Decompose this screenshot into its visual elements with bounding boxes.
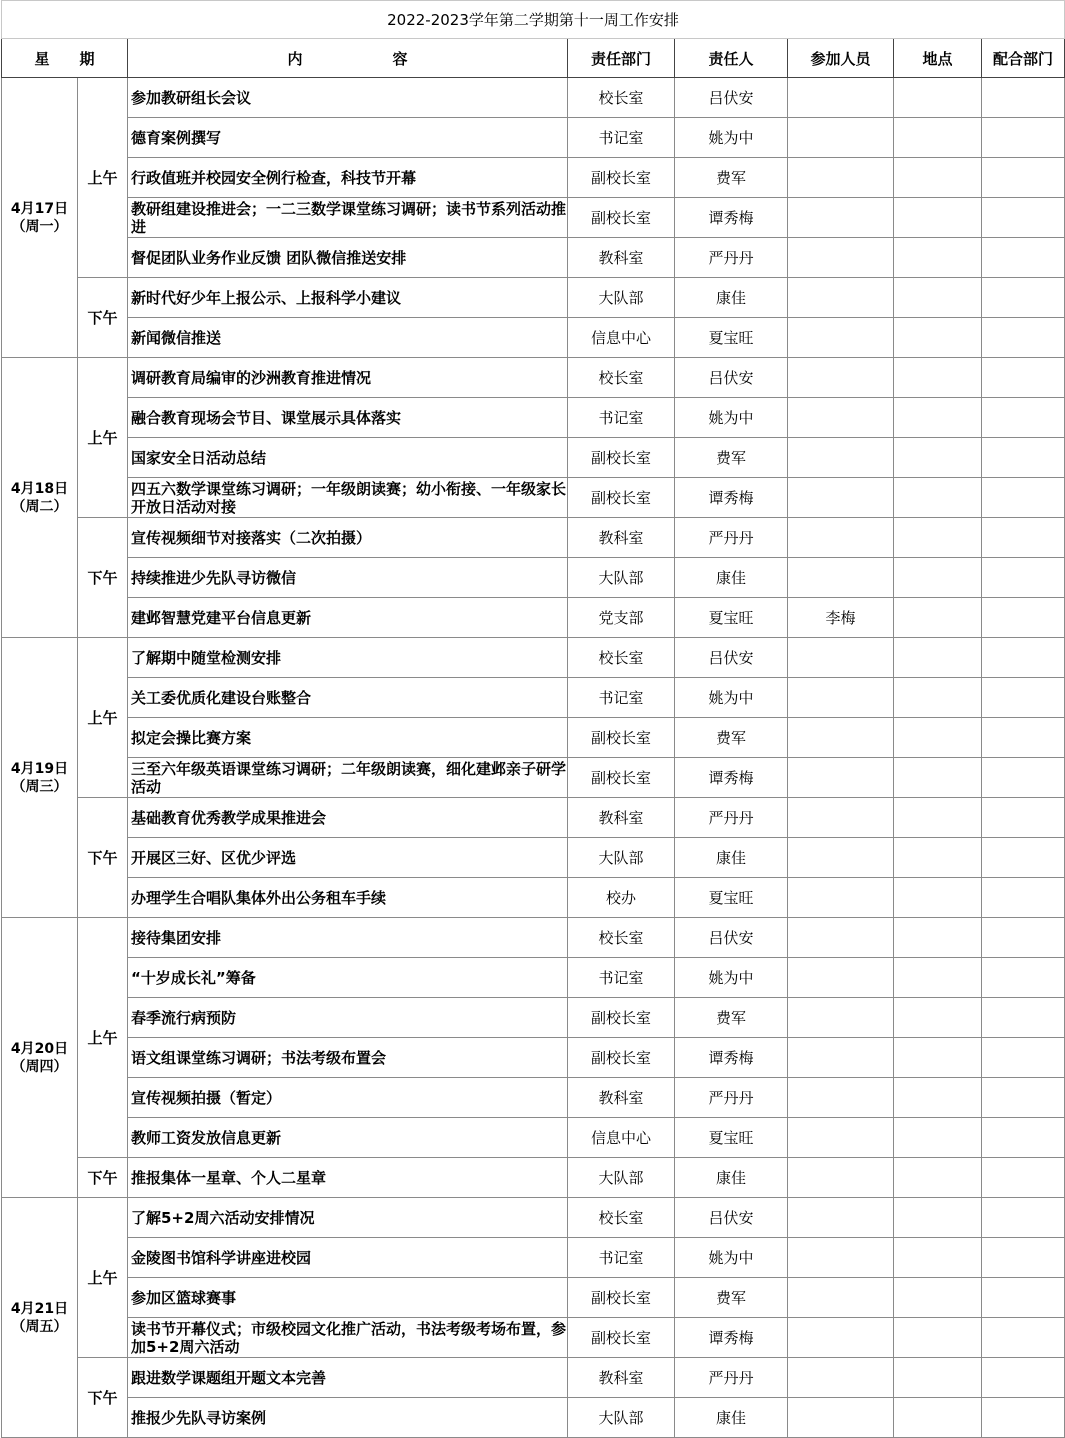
table-row	[2, 678, 1065, 718]
responsible-dept: 教科室	[568, 798, 675, 838]
cooperating-dept	[982, 398, 1065, 438]
responsible-dept: 校长室	[568, 358, 675, 398]
cooperating-dept	[982, 1238, 1065, 1278]
participants	[788, 158, 894, 198]
responsible-dept: 教科室	[568, 238, 675, 278]
table-row	[2, 518, 1065, 558]
task-content: 新闻微信推送	[128, 318, 568, 358]
table-row	[2, 358, 1065, 398]
table-row	[2, 318, 1065, 358]
responsible-dept: 副校长室	[568, 198, 675, 238]
day-weekday: （周四）	[11, 1058, 68, 1075]
location	[894, 358, 982, 398]
responsible-person: 姚为中	[675, 118, 788, 158]
task-content: 教师工资发放信息更新	[128, 1118, 568, 1158]
participants	[788, 1158, 894, 1198]
participants	[788, 998, 894, 1038]
responsible-person: 吕伏安	[675, 358, 788, 398]
responsible-person: 夏宝旺	[675, 878, 788, 918]
cooperating-dept	[982, 598, 1065, 638]
cooperating-dept	[982, 478, 1065, 518]
responsible-dept: 书记室	[568, 398, 675, 438]
responsible-person: 谭秀梅	[675, 1038, 788, 1078]
location	[894, 318, 982, 358]
task-content: 四五六数学课堂练习调研；一年级朗读赛；幼小衔接、一年级家长开放日活动对接	[128, 478, 568, 518]
location	[894, 1078, 982, 1118]
task-content: 宣传视频拍摄（暂定）	[128, 1078, 568, 1118]
responsible-person: 夏宝旺	[675, 598, 788, 638]
task-content: 宣传视频细节对接落实（二次拍摄）	[128, 518, 568, 558]
task-content: 建邺智慧党建平台信息更新	[128, 598, 568, 638]
responsible-person: 吕伏安	[675, 1198, 788, 1238]
participants	[788, 1078, 894, 1118]
half-day-label: 下午	[78, 518, 128, 638]
responsible-dept: 大队部	[568, 1158, 675, 1198]
cooperating-dept	[982, 158, 1065, 198]
responsible-dept: 教科室	[568, 518, 675, 558]
participants	[788, 678, 894, 718]
table-row	[2, 1278, 1065, 1318]
responsible-person: 费军	[675, 158, 788, 198]
location	[894, 998, 982, 1038]
cooperating-dept	[982, 1198, 1065, 1238]
cooperating-dept	[982, 1398, 1065, 1438]
cooperating-dept	[982, 318, 1065, 358]
cooperating-dept	[982, 1278, 1065, 1318]
task-content: 新时代好少年上报公示、上报科学小建议	[128, 278, 568, 318]
table-row	[2, 878, 1065, 918]
responsible-person: 姚为中	[675, 678, 788, 718]
participants	[788, 798, 894, 838]
location	[894, 678, 982, 718]
task-content: 了解期中随堂检测安排	[128, 638, 568, 678]
responsible-person: 费军	[675, 1278, 788, 1318]
participants	[788, 1358, 894, 1398]
task-content: 行政值班并校园安全例行检查，科技节开幕	[128, 158, 568, 198]
participants	[788, 878, 894, 918]
task-content: 融合教育现场会节目、课堂展示具体落实	[128, 398, 568, 438]
responsible-dept: 书记室	[568, 118, 675, 158]
responsible-dept: 副校长室	[568, 998, 675, 1038]
header-dept: 责任部门	[568, 39, 675, 78]
table-row	[2, 1238, 1065, 1278]
location	[894, 1358, 982, 1398]
location	[894, 598, 982, 638]
responsible-dept: 校长室	[568, 918, 675, 958]
half-day-label: 下午	[78, 278, 128, 358]
table-row	[2, 278, 1065, 318]
task-content: 德育案例撰写	[128, 118, 568, 158]
table-row	[2, 438, 1065, 478]
cooperating-dept	[982, 998, 1065, 1038]
task-content: 推报集体一星章、个人二星章	[128, 1158, 568, 1198]
cooperating-dept	[982, 878, 1065, 918]
cooperating-dept	[982, 758, 1065, 798]
day-date: 4月21日	[10, 1300, 69, 1317]
responsible-person: 康佳	[675, 1398, 788, 1438]
task-content: 参加区篮球赛事	[128, 1278, 568, 1318]
task-content: 接待集团安排	[128, 918, 568, 958]
participants	[788, 438, 894, 478]
participants	[788, 318, 894, 358]
header-participants: 参加人员	[788, 39, 894, 78]
responsible-person: 严丹丹	[675, 798, 788, 838]
responsible-person: 费军	[675, 998, 788, 1038]
table-row	[2, 838, 1065, 878]
responsible-person: 谭秀梅	[675, 198, 788, 238]
participants	[788, 1398, 894, 1438]
responsible-person: 姚为中	[675, 1238, 788, 1278]
header-location: 地点	[894, 39, 982, 78]
responsible-person: 康佳	[675, 278, 788, 318]
cooperating-dept	[982, 958, 1065, 998]
task-content: 督促团队业务作业反馈 团队微信推送安排	[128, 238, 568, 278]
table-row	[2, 998, 1065, 1038]
task-content: 关工委优质化建设台账整合	[128, 678, 568, 718]
responsible-dept: 副校长室	[568, 1318, 675, 1358]
sheet-title: 2022-2023学年第二学期第十一周工作安排	[2, 1, 1065, 39]
table-row	[2, 198, 1065, 238]
participants	[788, 758, 894, 798]
header-content: 内 容	[128, 39, 568, 78]
participants	[788, 198, 894, 238]
location	[894, 198, 982, 238]
task-content: 开展区三好、区优少评选	[128, 838, 568, 878]
responsible-person: 康佳	[675, 838, 788, 878]
cooperating-dept	[982, 558, 1065, 598]
task-content: 读书节开幕仪式；市级校园文化推广活动，书法考级考场布置，参加5+2周六活动	[128, 1318, 568, 1358]
responsible-person: 严丹丹	[675, 238, 788, 278]
responsible-dept: 教科室	[568, 1078, 675, 1118]
responsible-person: 谭秀梅	[675, 758, 788, 798]
location	[894, 478, 982, 518]
task-content: 金陵图书馆科学讲座进校园	[128, 1238, 568, 1278]
task-content: 三至六年级英语课堂练习调研；二年级朗读赛，细化建邺亲子研学活动	[128, 758, 568, 798]
table-row	[2, 478, 1065, 518]
table-row	[2, 1358, 1065, 1398]
table-row	[2, 78, 1065, 118]
participants	[788, 238, 894, 278]
cooperating-dept	[982, 198, 1065, 238]
cooperating-dept	[982, 238, 1065, 278]
responsible-dept: 书记室	[568, 678, 675, 718]
header-row	[2, 39, 1065, 78]
responsible-person: 吕伏安	[675, 78, 788, 118]
location	[894, 798, 982, 838]
table-row	[2, 718, 1065, 758]
cooperating-dept	[982, 798, 1065, 838]
task-content: 拟定会操比赛方案	[128, 718, 568, 758]
location	[894, 558, 982, 598]
participants	[788, 278, 894, 318]
cooperating-dept	[982, 1318, 1065, 1358]
responsible-person: 谭秀梅	[675, 478, 788, 518]
location	[894, 918, 982, 958]
day-cell	[2, 358, 78, 638]
location	[894, 718, 982, 758]
day-cell	[2, 78, 78, 358]
location	[894, 238, 982, 278]
participants	[788, 1318, 894, 1358]
task-content: 国家安全日活动总结	[128, 438, 568, 478]
half-day-label: 下午	[78, 1358, 128, 1438]
participants	[788, 1118, 894, 1158]
task-content: 推报少先队寻访案例	[128, 1398, 568, 1438]
table-row	[2, 638, 1065, 678]
half-day-label: 下午	[78, 798, 128, 918]
day-date: 4月20日	[10, 1040, 69, 1057]
half-day-label: 上午	[78, 1198, 128, 1358]
responsible-person: 康佳	[675, 1158, 788, 1198]
cooperating-dept	[982, 278, 1065, 318]
cooperating-dept	[982, 1158, 1065, 1198]
location	[894, 518, 982, 558]
responsible-person: 严丹丹	[675, 1078, 788, 1118]
responsible-dept: 校长室	[568, 78, 675, 118]
table-row	[2, 1078, 1065, 1118]
table-row	[2, 118, 1065, 158]
location	[894, 958, 982, 998]
participants	[788, 558, 894, 598]
responsible-dept: 校长室	[568, 638, 675, 678]
participants	[788, 358, 894, 398]
cooperating-dept	[982, 638, 1065, 678]
participants	[788, 398, 894, 438]
half-day-label: 上午	[78, 638, 128, 798]
day-weekday: （周一）	[11, 218, 68, 235]
participants	[788, 118, 894, 158]
participants	[788, 1278, 894, 1318]
responsible-dept: 校长室	[568, 1198, 675, 1238]
day-date: 4月19日	[10, 760, 69, 777]
location	[894, 278, 982, 318]
cooperating-dept	[982, 1118, 1065, 1158]
participants	[788, 1038, 894, 1078]
responsible-person: 夏宝旺	[675, 318, 788, 358]
table-row	[2, 558, 1065, 598]
cooperating-dept	[982, 1038, 1065, 1078]
location	[894, 758, 982, 798]
task-content: 了解5+2周六活动安排情况	[128, 1198, 568, 1238]
responsible-person: 吕伏安	[675, 638, 788, 678]
location	[894, 158, 982, 198]
day-cell	[2, 918, 78, 1198]
task-content: 参加教研组长会议	[128, 78, 568, 118]
table-row	[2, 238, 1065, 278]
cooperating-dept	[982, 358, 1065, 398]
table-row	[2, 1118, 1065, 1158]
participants	[788, 1198, 894, 1238]
responsible-person: 费军	[675, 438, 788, 478]
task-content: 语文组课堂练习调研；书法考级布置会	[128, 1038, 568, 1078]
cooperating-dept	[982, 438, 1065, 478]
table-row	[2, 398, 1065, 438]
task-content: 基础教育优秀教学成果推进会	[128, 798, 568, 838]
responsible-dept: 书记室	[568, 958, 675, 998]
half-day-label: 上午	[78, 78, 128, 278]
participants	[788, 78, 894, 118]
responsible-dept: 副校长室	[568, 478, 675, 518]
location	[894, 878, 982, 918]
participants	[788, 518, 894, 558]
table-row	[2, 1038, 1065, 1078]
cooperating-dept	[982, 1078, 1065, 1118]
location	[894, 1398, 982, 1438]
location	[894, 118, 982, 158]
task-content: 调研教育局编审的沙洲教育推进情况	[128, 358, 568, 398]
cooperating-dept	[982, 518, 1065, 558]
task-content: 办理学生合唱队集体外出公务租车手续	[128, 878, 568, 918]
cooperating-dept	[982, 838, 1065, 878]
task-content: 跟进数学课题组开题文本完善	[128, 1358, 568, 1398]
participants	[788, 1238, 894, 1278]
day-weekday: （周三）	[11, 778, 68, 795]
location	[894, 1158, 982, 1198]
location	[894, 638, 982, 678]
responsible-dept: 书记室	[568, 1238, 675, 1278]
day-date: 4月18日	[10, 480, 69, 497]
task-content: “十岁成长礼”筹备	[128, 958, 568, 998]
responsible-dept: 信息中心	[568, 318, 675, 358]
responsible-person: 严丹丹	[675, 1358, 788, 1398]
participants: 李梅	[788, 598, 894, 638]
responsible-person: 夏宝旺	[675, 1118, 788, 1158]
responsible-dept: 大队部	[568, 838, 675, 878]
table-row	[2, 758, 1065, 798]
location	[894, 1278, 982, 1318]
table-row	[2, 1398, 1065, 1438]
responsible-dept: 副校长室	[568, 158, 675, 198]
responsible-dept: 副校长室	[568, 758, 675, 798]
responsible-dept: 大队部	[568, 278, 675, 318]
day-weekday: （周五）	[11, 1318, 68, 1335]
location	[894, 438, 982, 478]
location	[894, 398, 982, 438]
location	[894, 78, 982, 118]
cooperating-dept	[982, 718, 1065, 758]
location	[894, 1038, 982, 1078]
location	[894, 1318, 982, 1358]
day-date: 4月17日	[10, 200, 69, 217]
responsible-dept: 副校长室	[568, 1038, 675, 1078]
task-content: 春季流行病预防	[128, 998, 568, 1038]
responsible-person: 姚为中	[675, 958, 788, 998]
location	[894, 1198, 982, 1238]
participants	[788, 918, 894, 958]
table-row	[2, 1198, 1065, 1238]
responsible-person: 吕伏安	[675, 918, 788, 958]
responsible-person: 康佳	[675, 558, 788, 598]
table-row	[2, 158, 1065, 198]
task-content: 教研组建设推进会；一二三数学课堂练习调研；读书节系列活动推进	[128, 198, 568, 238]
responsible-person: 严丹丹	[675, 518, 788, 558]
responsible-dept: 教科室	[568, 1358, 675, 1398]
responsible-dept: 信息中心	[568, 1118, 675, 1158]
participants	[788, 718, 894, 758]
responsible-person: 费军	[675, 718, 788, 758]
participants	[788, 838, 894, 878]
half-day-label: 上午	[78, 918, 128, 1158]
table-row	[2, 798, 1065, 838]
half-day-label: 下午	[78, 1158, 128, 1198]
participants	[788, 478, 894, 518]
table-row	[2, 1158, 1065, 1198]
header-coop: 配合部门	[982, 39, 1065, 78]
responsible-dept: 副校长室	[568, 438, 675, 478]
table-row	[2, 598, 1065, 638]
table-row	[2, 1318, 1065, 1358]
header-week: 星 期	[2, 39, 128, 78]
half-day-label: 上午	[78, 358, 128, 518]
day-cell	[2, 1198, 78, 1438]
responsible-dept: 副校长室	[568, 718, 675, 758]
cooperating-dept	[982, 78, 1065, 118]
cooperating-dept	[982, 118, 1065, 158]
task-content: 持续推进少先队寻访微信	[128, 558, 568, 598]
header-person: 责任人	[675, 39, 788, 78]
day-weekday: （周二）	[11, 498, 68, 515]
responsible-dept: 党支部	[568, 598, 675, 638]
location	[894, 1118, 982, 1158]
table-row	[2, 918, 1065, 958]
location	[894, 1238, 982, 1278]
responsible-person: 谭秀梅	[675, 1318, 788, 1358]
responsible-dept: 副校长室	[568, 1278, 675, 1318]
participants	[788, 958, 894, 998]
location	[894, 838, 982, 878]
responsible-dept: 大队部	[568, 1398, 675, 1438]
schedule-table	[1, 0, 1065, 1438]
cooperating-dept	[982, 918, 1065, 958]
table-row	[2, 958, 1065, 998]
responsible-dept: 校办	[568, 878, 675, 918]
responsible-dept: 大队部	[568, 558, 675, 598]
cooperating-dept	[982, 1358, 1065, 1398]
cooperating-dept	[982, 678, 1065, 718]
responsible-person: 姚为中	[675, 398, 788, 438]
participants	[788, 638, 894, 678]
day-cell	[2, 638, 78, 918]
